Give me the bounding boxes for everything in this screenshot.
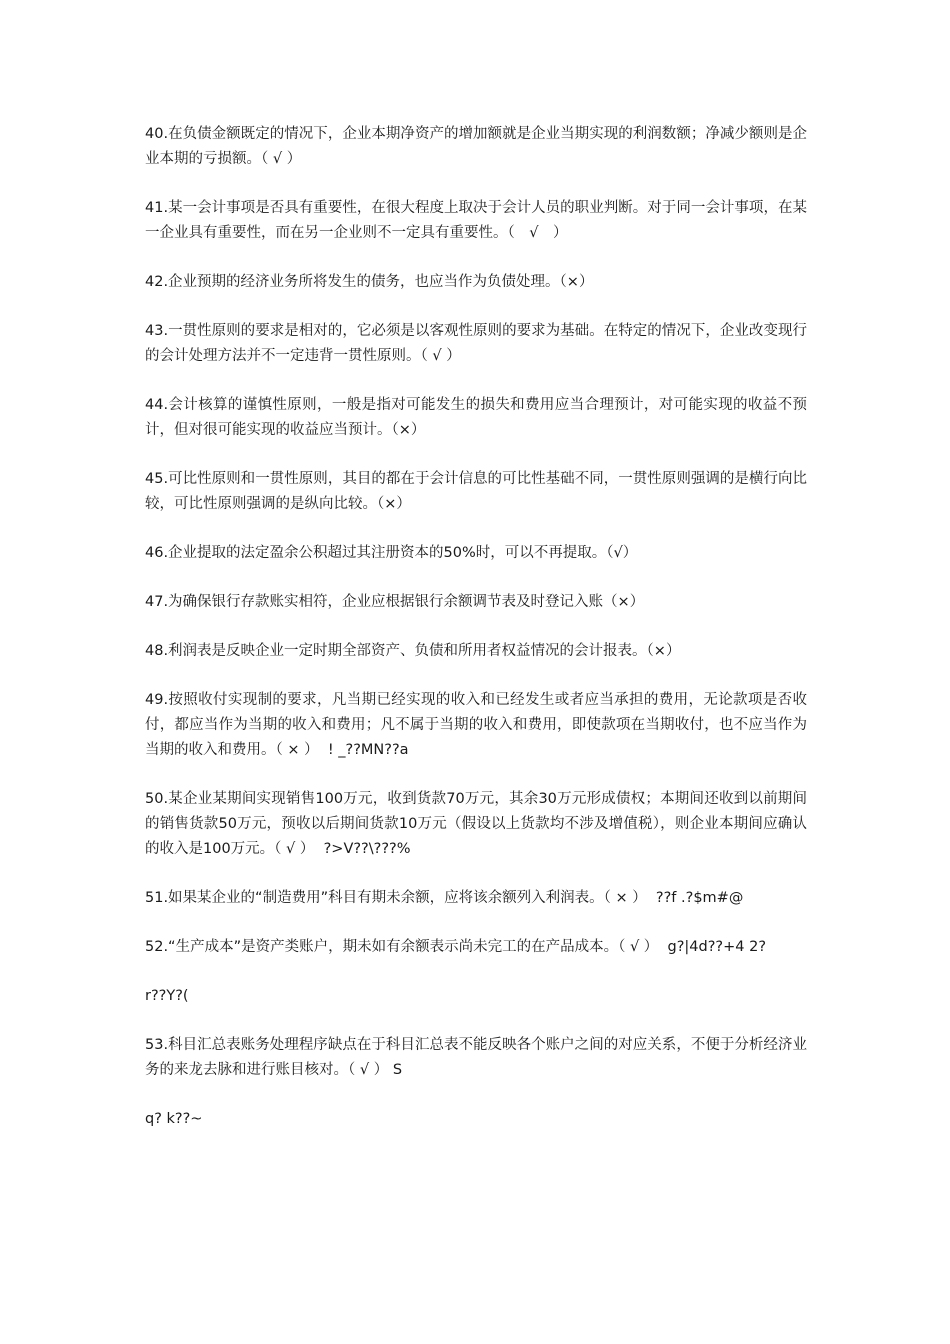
- paragraph-q44: 44.会计核算的谨慎性原则，一般是指对可能发生的损失和费用应当合理预计，对可能实现的收益不预计，但对很可能实现的收益应当预计。（×）: [145, 397, 807, 438]
- paragraph-q53: 53.科目汇总表账务处理程序缺点在于科目汇总表不能反映各个账户之间的对应关系，不便于分析经济业务的来龙去脉和进行账目核对。（ √ ） S: [145, 1037, 807, 1078]
- paragraph-q42: 42.企业预期的经济业务所将发生的债务，也应当作为负债处理。（×）: [145, 274, 594, 290]
- paragraph-q48: 48.利润表是反映企业一定时期全部资产、负债和所用者权益情况的会计报表。（×）: [145, 643, 681, 659]
- paragraph-garbled-1: r??Y?(: [145, 988, 189, 1004]
- paragraph-garbled-2: q? k??~: [145, 1111, 203, 1127]
- paragraph-q49: 49.按照收付实现制的要求，凡当期已经实现的收入和已经发生或者应当承担的费用，无论款项是否收付，都应当作为当期的收入和费用；凡不属于当期的收入和费用，即使款项在当期收付，也不应当作为当期的收入和费用。（ × ） ! _??MN??a: [145, 692, 807, 758]
- paragraph-q45: 45.可比性原则和一贯性原则，其目的都在于会计信息的可比性基础不同，一贯性原则强调的是横行向比较，可比性原则强调的是纵向比较。（×）: [145, 471, 807, 512]
- paragraph-q51: 51.如果某企业的“制造费用”科目有期未余额，应将该余额列入利润表。（ × ） ??f .?$m#@: [145, 890, 744, 906]
- paragraph-q40: 40.在负债金额既定的情况下，企业本期净资产的增加额就是企业当期实现的利润数额；净减少额则是企业本期的亏损额。（ √ ）: [145, 126, 807, 167]
- paragraph-q46: 46.企业提取的法定盈余公积超过其注册资本的50%时，可以不再提取。（√）: [145, 545, 638, 561]
- paragraph-q47: 47.为确保银行存款账实相符，企业应根据银行余额调节表及时登记入账（×）: [145, 594, 645, 610]
- paragraph-q43: 43.一贯性原则的要求是相对的，它必须是以客观性原则的要求为基础。在特定的情况下，企业改变现行的会计处理方法并不一定违背一贯性原则。（ √ ）: [145, 323, 807, 364]
- paragraph-q52: 52.“生产成本”是资产类账户，期未如有余额表示尚未完工的在产品成本。（ √ ） g?|4d??+4 2?: [145, 939, 767, 955]
- paragraph-q41: 41.某一会计事项是否具有重要性，在很大程度上取决于会计人员的职业判断。对于同一会计事项，在某一企业具有重要性，而在另一企业则不一定具有重要性。（ √ ）: [145, 200, 807, 241]
- paragraph-q50: 50.某企业某期间实现销售100万元，收到货款70万元，其余30万元形成债权；本期间还收到以前期间的销售货款50万元，预收以后期间货款10万元（假设以上货款均不涉及增值税），则企业本期间应确认的收入是100万元。（ √ ） ?>V??\???%: [145, 791, 807, 857]
- document-body: [145, 122, 807, 1156]
